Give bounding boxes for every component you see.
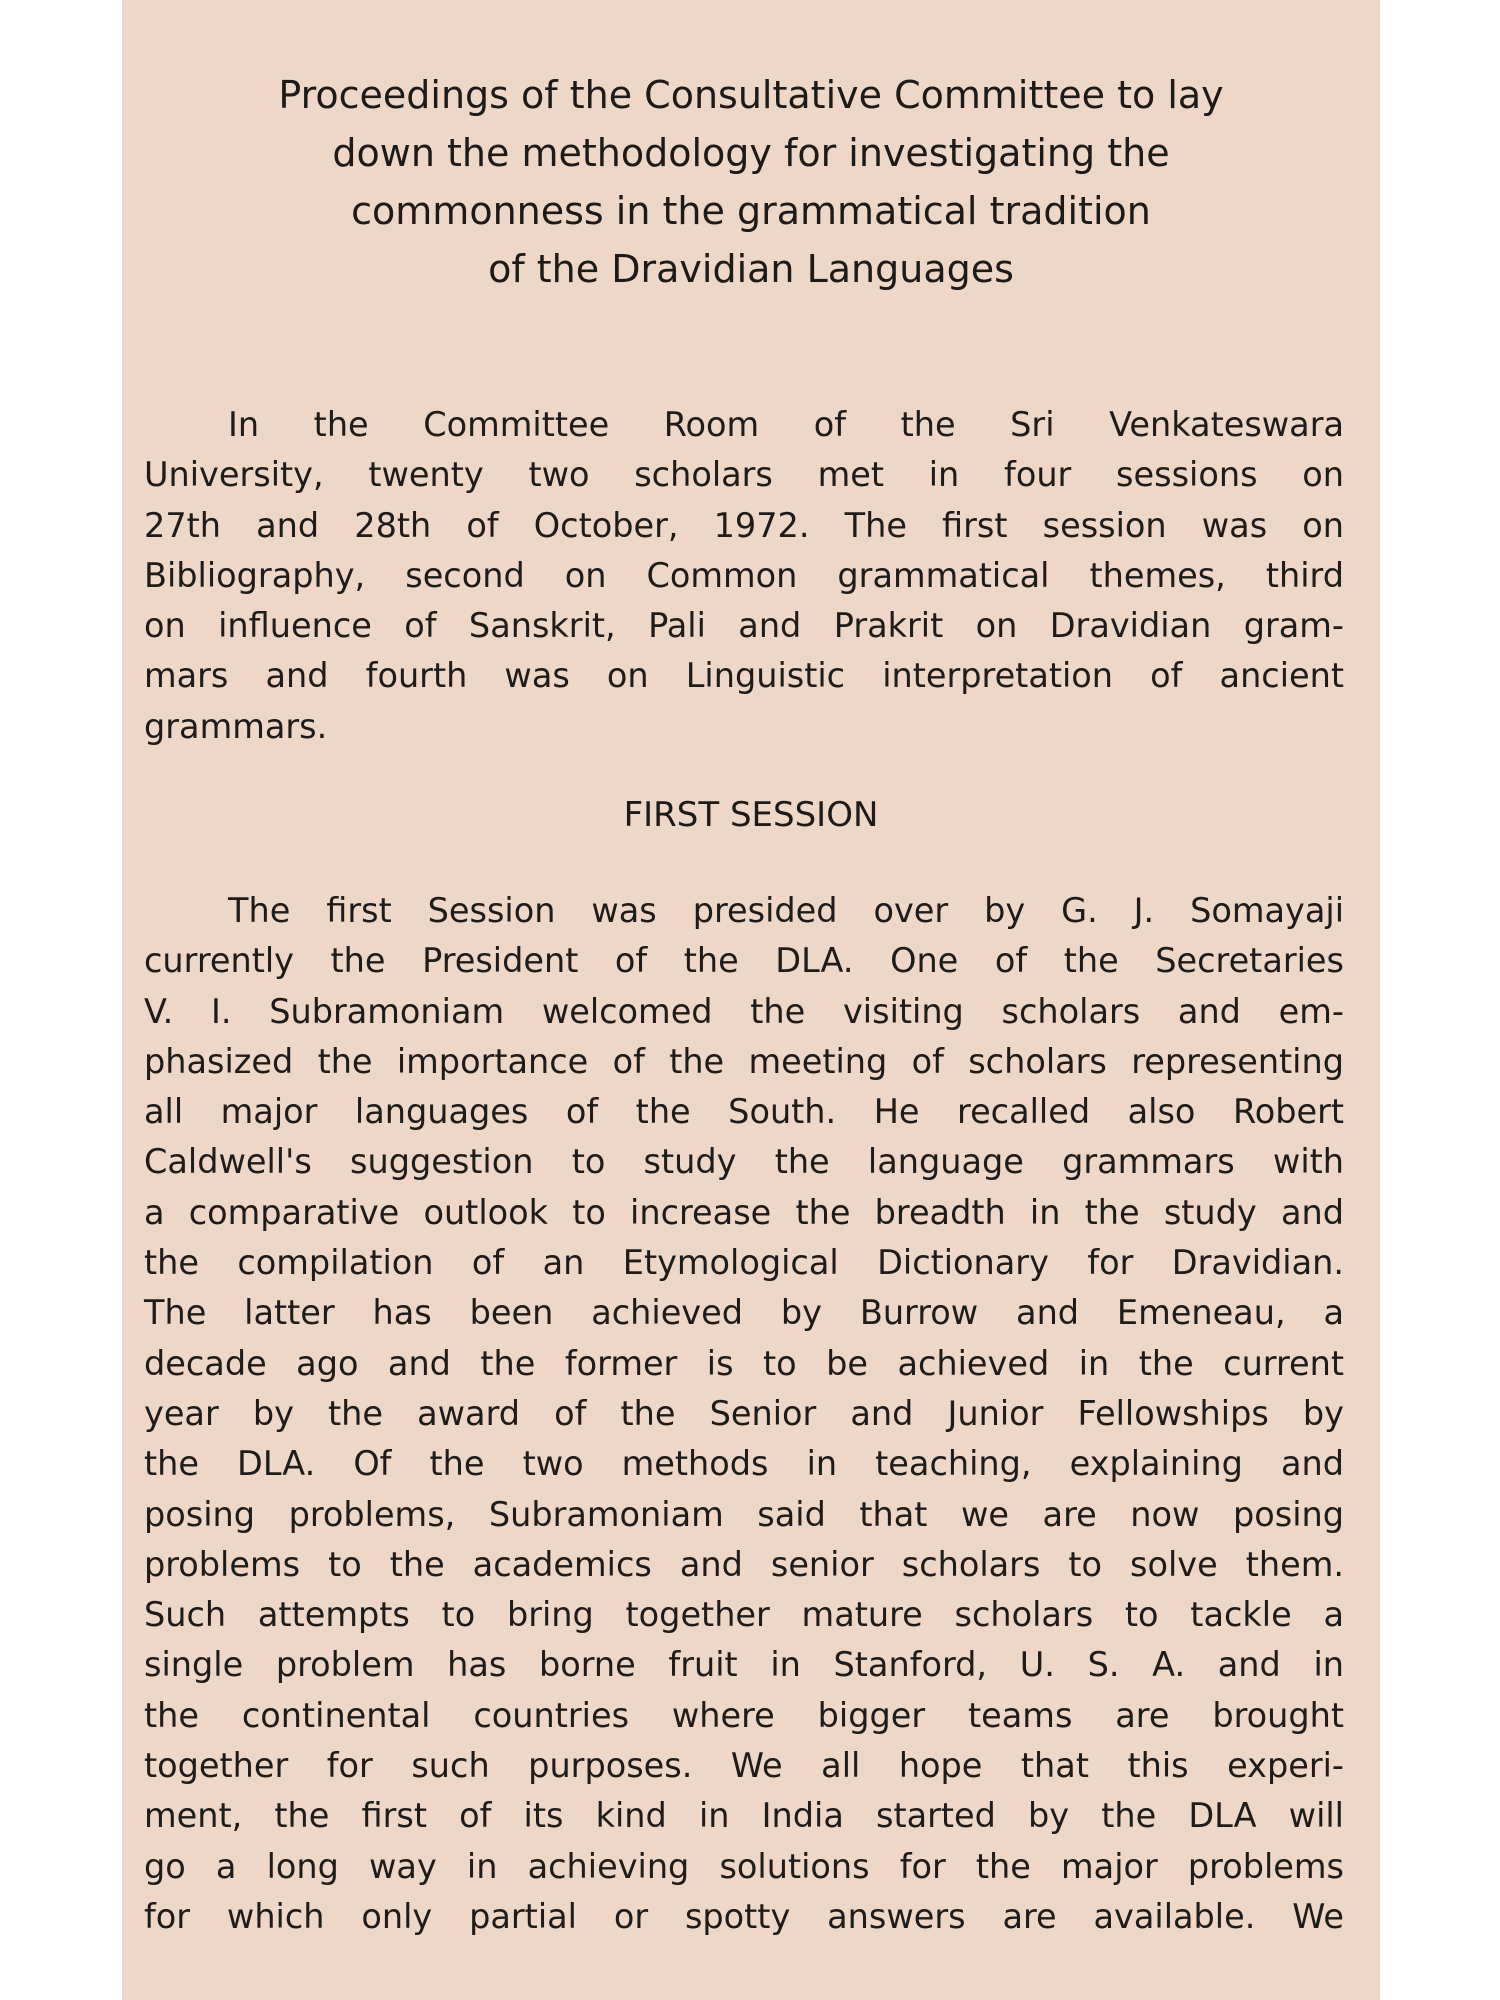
paragraph-line: The first Session was presided over by G. J. Somayaji <box>228 891 1344 930</box>
paragraph-line: In the Committee Room of the Sri Venkateswara <box>228 405 1344 444</box>
paragraph-line: posing problems, Subramoniam said that we are now posing <box>144 1494 1344 1534</box>
title-line: commonness in the grammatical tradition <box>351 189 1151 233</box>
paragraph-line: phasized the importance of the meeting of scholars representing <box>144 1041 1344 1081</box>
document-page <box>122 0 1380 2000</box>
intro-paragraph <box>144 400 1344 752</box>
paragraph-line: on influence of Sanskrit, Pali and Prakrit on Dravidian gram- <box>144 606 1344 646</box>
paragraph-line: mars and fourth was on Linguistic interpretation of ancient <box>144 656 1344 696</box>
paragraph-line: a comparative outlook to increase the breadth in the study and <box>144 1192 1344 1232</box>
paragraph-line: for which only partial or spotty answers are available. We <box>144 1896 1344 1936</box>
title-line: of the Dravidian Languages <box>488 247 1014 291</box>
paragraph-line: Caldwell's suggestion to study the language grammars with <box>144 1142 1344 1182</box>
paragraph-line: problems to the academics and senior scholars to solve them. <box>144 1544 1344 1584</box>
paragraph-line: University, twenty two scholars met in four sessions on <box>144 455 1344 495</box>
paragraph-line: all major languages of the South. He recalled also Robert <box>144 1092 1344 1132</box>
title-line: Proceedings of the Consultative Committee to lay <box>278 73 1224 117</box>
paragraph-line: year by the award of the Senior and Junior Fellowships by <box>144 1393 1344 1433</box>
paragraph-line: the compilation of an Etymological Dictionary for Dravidian. <box>144 1243 1344 1283</box>
paragraph-line: go a long way in achieving solutions for the major problems <box>144 1846 1344 1886</box>
paragraph-line: currently the President of the DLA. One of the Secretaries <box>144 941 1344 981</box>
section-heading: FIRST SESSION <box>623 795 879 835</box>
paragraph-line: 27th and 28th of October, 1972. The first session was on <box>144 505 1344 545</box>
paragraph-line: The latter has been achieved by Burrow and Emeneau, a <box>144 1293 1344 1333</box>
paragraph-line: grammars. <box>144 706 328 746</box>
paragraph-line: Such attempts to bring together mature scholars to tackle a <box>144 1595 1344 1635</box>
paragraph-line: decade ago and the former is to be achieved in the current <box>144 1343 1344 1383</box>
document-title <box>162 66 1340 298</box>
title-line: down the methodology for investigating the <box>332 131 1170 175</box>
paragraph-line: the continental countries where bigger teams are brought <box>144 1695 1344 1735</box>
paragraph-line: the DLA. Of the two methods in teaching, explaining and <box>144 1444 1344 1484</box>
paragraph-line: Bibliography, second on Common grammatical themes, third <box>144 555 1344 595</box>
paragraph-line: single problem has borne fruit in Stanford, U. S. A. and in <box>144 1645 1344 1685</box>
paragraph-line: together for such purposes. We all hope that this experi- <box>144 1746 1344 1786</box>
first-session-paragraph <box>144 886 1344 1942</box>
paragraph-line: ment, the first of its kind in India started by the DLA will <box>144 1796 1344 1836</box>
paragraph-line: V. I. Subramoniam welcomed the visiting scholars and em- <box>144 991 1344 1031</box>
